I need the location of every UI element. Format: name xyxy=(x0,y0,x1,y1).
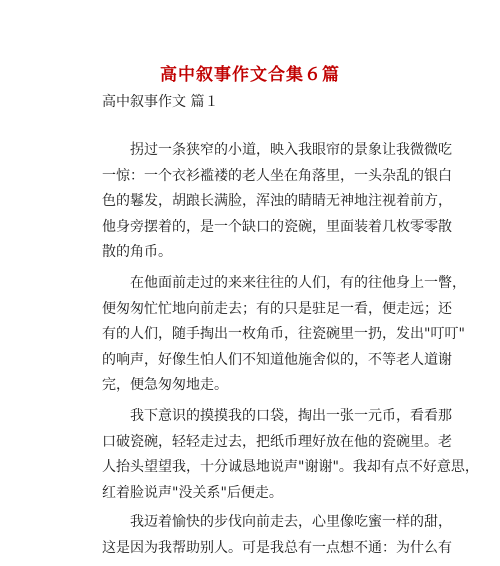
text-line: 我下意识的摸摸我的口袋，掏出一张一元币，看看那 xyxy=(102,408,452,424)
paragraph xyxy=(102,271,466,399)
paragraph xyxy=(102,510,452,561)
text-line: 人抬头望望我，十分诚恳地说声"谢谢"。我却有点不好意思， xyxy=(102,459,479,475)
paragraph xyxy=(102,404,479,506)
document-title: 高中叙事作文合集６篇 xyxy=(160,65,340,85)
text-line: 拐过一条狭窄的小道，映入我眼帘的景象让我微微吃 xyxy=(102,142,452,158)
text-line: 口破瓷碗，轻轻走过去，把纸币理好放在他的瓷碗里。老 xyxy=(102,433,452,450)
text-line: 一惊：一个衣衫褴褛的老人坐在角落里，一头杂乱的银白 xyxy=(102,167,452,184)
paragraph xyxy=(102,138,452,266)
text-line: 我迈着愉快的步伐向前走去，心里像吃蜜一样的甜， xyxy=(102,514,452,530)
text-line: 散的角币。 xyxy=(102,244,172,260)
text-line: 有的人们，随手掏出一枚角币，往瓷碗里一扔，发出"叮叮" xyxy=(102,326,465,342)
text-line: 红着脸说声"没关系"后便走。 xyxy=(102,484,283,501)
text-line: 这是因为我帮助别人。可是我总有一点想不通：为什么有 xyxy=(102,539,452,556)
text-line: 在他面前走过的来来往往的人们，有的往他身上一瞥， xyxy=(102,275,466,291)
text-line: 便匆匆忙忙地向前走去；有的只是驻足一看，便走远；还 xyxy=(102,300,452,317)
section-heading: 高中叙事作文 篇１ xyxy=(102,94,219,110)
text-line: 的响声，好像生怕人们不知道他施舍似的，不等老人道谢 xyxy=(102,351,452,368)
text-line: 完，便急匆匆地走。 xyxy=(102,377,228,393)
text-line: 他身旁摆着的，是一个缺口的瓷碗，里面装着几枚零零散 xyxy=(102,218,452,235)
text-line: 色的鬈发，胡踉长满脸，浑浊的睛睛无神地注视着前方， xyxy=(102,193,452,209)
